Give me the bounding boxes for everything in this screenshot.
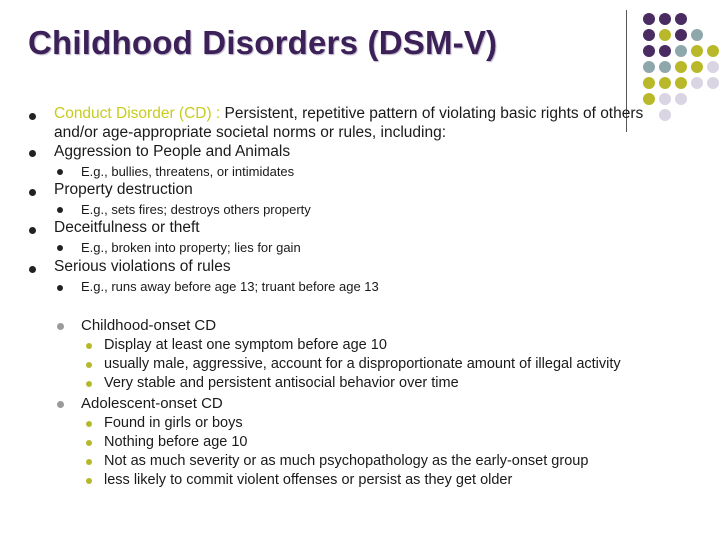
bullet-marker: [86, 381, 92, 387]
bullet-marker: [29, 266, 36, 273]
bullet-marker: [86, 478, 92, 484]
childhood-onset-point: Display at least one symptom before age 10: [104, 337, 387, 353]
bullet-marker: [57, 323, 64, 330]
bullet-marker: [57, 169, 63, 175]
bullet-marker: [86, 421, 92, 427]
bullet-marker: [57, 285, 63, 291]
aggression-item: Aggression to People and Animals: [54, 143, 291, 160]
childhood-onset-point: Very stable and persistent antisocial behavior over time: [104, 375, 459, 391]
deceit-example: E.g., broken into property; lies for gain: [81, 240, 301, 255]
bullet-marker: [29, 189, 36, 196]
bullet-marker: [86, 343, 92, 349]
serious-violations-example: E.g., runs away before age 13; truant before age 13: [81, 279, 379, 294]
serious-violations-item: Serious violations of rules: [54, 258, 231, 275]
adolescent-onset-point: Not as much severity or as much psychopathology as the early-onset group: [104, 453, 589, 469]
childhood-onset-point: usually male, aggressive, account for a disproportionate amount of illegal activity: [104, 356, 621, 372]
slide-title: Childhood Disorders (DSM-V): [28, 24, 498, 61]
bullet-marker: [29, 227, 36, 234]
conduct-disorder-definition: [54, 105, 643, 123]
bullet-marker: [57, 207, 63, 213]
adolescent-onset-point: less likely to commit violent offenses or persist as they get older: [104, 472, 513, 488]
aggression-example: E.g., bullies, threatens, or intimidates: [81, 164, 295, 179]
property-item: Property destruction: [54, 181, 193, 198]
conduct-disorder-text-cont: and/or age-appropriate societal norms or rules, including:: [54, 124, 447, 141]
deceit-item: Deceitfulness or theft: [54, 219, 200, 236]
bullet-marker: [29, 150, 36, 157]
conduct-disorder-term: Conduct Disorder (CD) :: [54, 105, 221, 122]
bullet-marker: [86, 362, 92, 368]
bullet-marker: [57, 401, 64, 408]
adolescent-onset-point: Found in girls or boys: [104, 415, 243, 431]
bullet-marker: [57, 245, 63, 251]
childhood-onset-heading: Childhood-onset CD: [81, 317, 217, 334]
bullet-marker: [86, 440, 92, 446]
conduct-disorder-text: Persistent, repetitive pattern of violating basic rights of others: [220, 105, 644, 122]
bullet-marker: [86, 459, 92, 465]
property-example: E.g., sets fires; destroys others property: [81, 202, 311, 217]
adolescent-onset-point: Nothing before age 10: [104, 434, 248, 450]
bullet-marker: [29, 113, 36, 120]
adolescent-onset-heading: Adolescent-onset CD: [81, 395, 223, 412]
